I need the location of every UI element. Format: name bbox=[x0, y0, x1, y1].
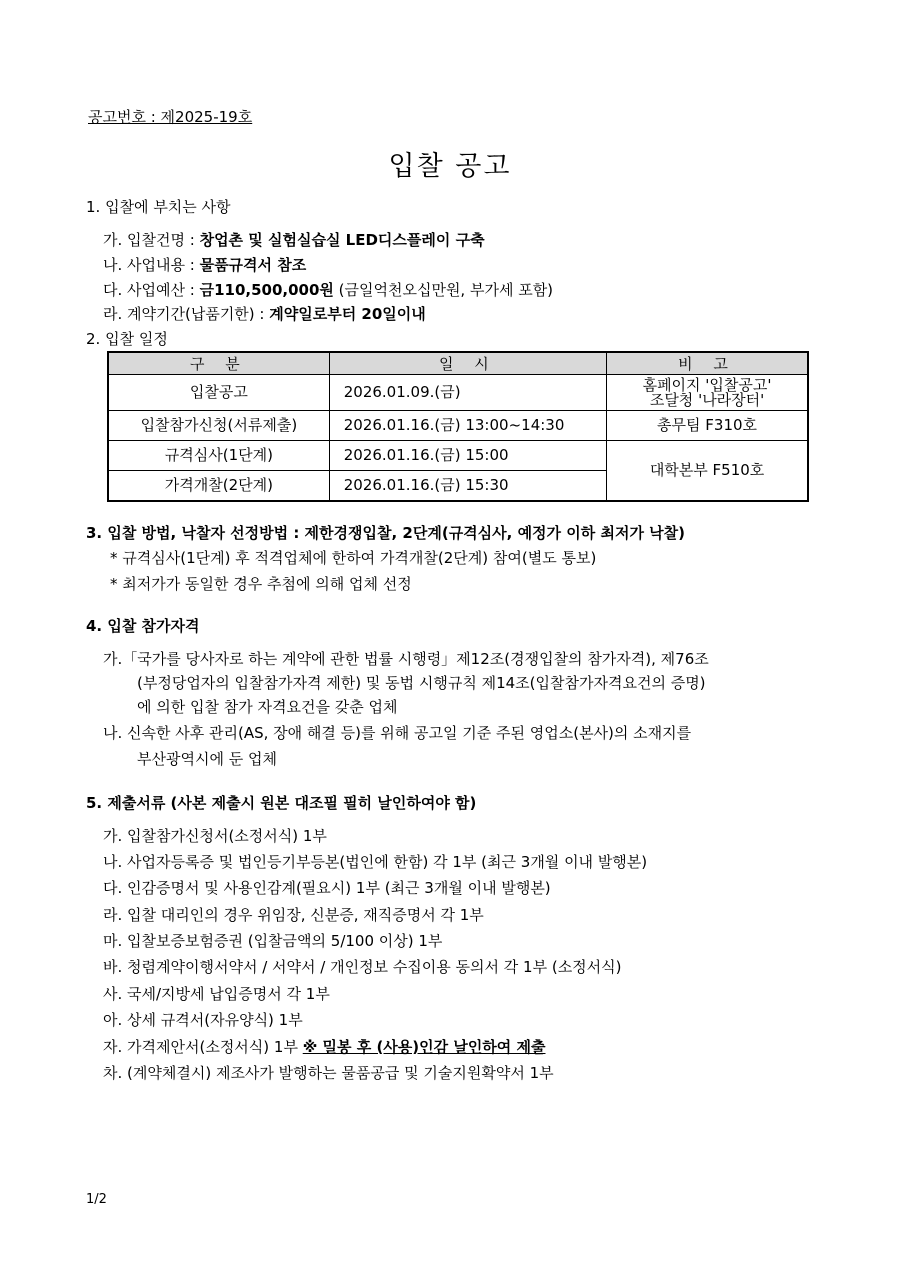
section4-item-ga-line3: 에 의한 입찰 참가 자격요건을 갖춘 업체 bbox=[137, 698, 398, 716]
section4-heading-text: 4. 입찰 참가자격 bbox=[86, 617, 200, 635]
section3-note-2: * 최저가가 동일한 경우 추첨에 의해 업체 선정 bbox=[110, 575, 412, 593]
section5-item: 바. 청렴계약이행서약서 / 서약서 / 개인정보 수집이용 동의서 각 1부 (소정서식) bbox=[103, 958, 622, 976]
table-row bbox=[108, 411, 808, 441]
section5-item: 사. 국세/지방세 납입증명서 각 1부 bbox=[103, 985, 330, 1003]
schedule-name: 입찰참가신청(서류제출) bbox=[108, 411, 329, 441]
page-title: 입찰 공고 bbox=[388, 151, 512, 182]
section2-heading: 2. 입찰 일정 bbox=[86, 330, 168, 348]
schedule-name: 가격개찰(2단계) bbox=[108, 471, 329, 502]
schedule-datetime: 2026.01.16.(금) 15:30 bbox=[329, 471, 606, 502]
schedule-table bbox=[107, 351, 809, 502]
schedule-note: 총무팀 F310호 bbox=[607, 411, 808, 441]
section5-item: 아. 상세 규격서(자유양식) 1부 bbox=[103, 1011, 303, 1029]
item-label: 나. 사업내용 : bbox=[103, 256, 200, 274]
schedule-note bbox=[607, 375, 808, 411]
section5-heading-text: 5. 제출서류 (사본 제출시 원본 대조필 필히 날인하여야 함) bbox=[86, 794, 477, 812]
schedule-note: 대학본부 F510호 bbox=[607, 441, 808, 502]
note-line: 홈페이지 '입찰공고' bbox=[642, 375, 772, 394]
table-header-row bbox=[108, 352, 808, 375]
schedule-name: 규격심사(1단계) bbox=[108, 441, 329, 471]
schedule-name: 입찰공고 bbox=[108, 375, 329, 411]
section5-heading bbox=[86, 793, 476, 813]
section5-item: 마. 입찰보증보험증권 (입찰금액의 5/100 이상) 1부 bbox=[103, 932, 443, 950]
seal-instruction: ※ 밀봉 후 (사용)인감 날인하여 제출 bbox=[302, 1038, 546, 1056]
section5-item: 나. 사업자등록증 및 법인등기부등본(법인에 한함) 각 1부 (최근 3개월 이내 발행본) bbox=[103, 853, 648, 871]
item-label: 다. 사업예산 : bbox=[103, 281, 200, 299]
column-header: 일 시 bbox=[329, 352, 606, 375]
page-number: 1/2 bbox=[86, 1192, 107, 1207]
table-row bbox=[108, 375, 808, 411]
section4-item-ga-line1: 가.「국가를 당사자로 하는 계약에 관한 법률 시행령」제12조(경쟁입찰의 참가자격), 제76조 bbox=[103, 650, 709, 668]
section5-item: 가. 입찰참가신청서(소정서식) 1부 bbox=[103, 827, 327, 845]
schedule-datetime: 2026.01.16.(금) 13:00~14:30 bbox=[329, 411, 606, 441]
section1-item-ra bbox=[103, 304, 426, 324]
section1-item-da bbox=[103, 280, 553, 300]
section1-item-na bbox=[103, 255, 306, 275]
item-value: 금110,500,000원 bbox=[199, 281, 334, 299]
item-extra: (금일억천오십만원, 부가세 포함) bbox=[333, 281, 554, 299]
column-header: 비 고 bbox=[607, 352, 808, 375]
note-line: 조달청 '나라장터' bbox=[649, 390, 765, 409]
notice-number: 공고번호 : 제2025-19호 bbox=[88, 108, 253, 126]
section4-item-na-line2: 부산광역시에 둔 업체 bbox=[137, 750, 277, 768]
section5-item-cha: 차. (계약체결시) 제조사가 발행하는 물품공급 및 기술지원확약서 1부 bbox=[103, 1064, 554, 1082]
section4-item-ga-line2: (부정당업자의 입찰참가자격 제한) 및 동법 시행규칙 제14조(입찰참가자격요건의 증명) bbox=[137, 674, 706, 692]
section5-item: 라. 입찰 대리인의 경우 위임장, 신분증, 재직증명서 각 1부 bbox=[103, 906, 484, 924]
item-text: 자. 가격제안서(소정서식) 1부 bbox=[103, 1038, 303, 1056]
section5-item-ja bbox=[103, 1037, 546, 1057]
item-value: 물품규격서 참조 bbox=[199, 256, 307, 274]
section3-heading-text: 3. 입찰 방법, 낙찰자 선정방법 : 제한경쟁입찰, 2단계(규격심사, 예정가 이하 최저가 낙찰) bbox=[86, 524, 685, 542]
section3-note-1: * 규격심사(1단계) 후 적격업체에 한하여 가격개찰(2단계) 참여(별도 통보) bbox=[110, 549, 597, 567]
schedule-datetime: 2026.01.09.(금) bbox=[329, 375, 606, 411]
schedule-datetime: 2026.01.16.(금) 15:00 bbox=[329, 441, 606, 471]
table-row bbox=[108, 441, 808, 471]
item-value: 계약일로부터 20일이내 bbox=[269, 305, 426, 323]
item-label: 가. 입찰건명 : bbox=[103, 231, 200, 249]
item-label: 라. 계약기간(납품기한) : bbox=[103, 305, 270, 323]
section4-item-na-line1: 나. 신속한 사후 관리(AS, 장애 해결 등)를 위해 공고일 기준 주된 영업소(본사)의 소재지를 bbox=[103, 724, 692, 742]
section1-heading: 1. 입찰에 부치는 사항 bbox=[86, 198, 231, 216]
item-value: 창업촌 및 실험실습실 LED디스플레이 구축 bbox=[199, 231, 485, 249]
section3-heading bbox=[86, 523, 685, 543]
column-header: 구 분 bbox=[108, 352, 329, 375]
section1-item-ga bbox=[103, 230, 485, 250]
section4-heading bbox=[86, 616, 200, 636]
section5-item: 다. 인감증명서 및 사용인감계(필요시) 1부 (최근 3개월 이내 발행본) bbox=[103, 879, 551, 897]
